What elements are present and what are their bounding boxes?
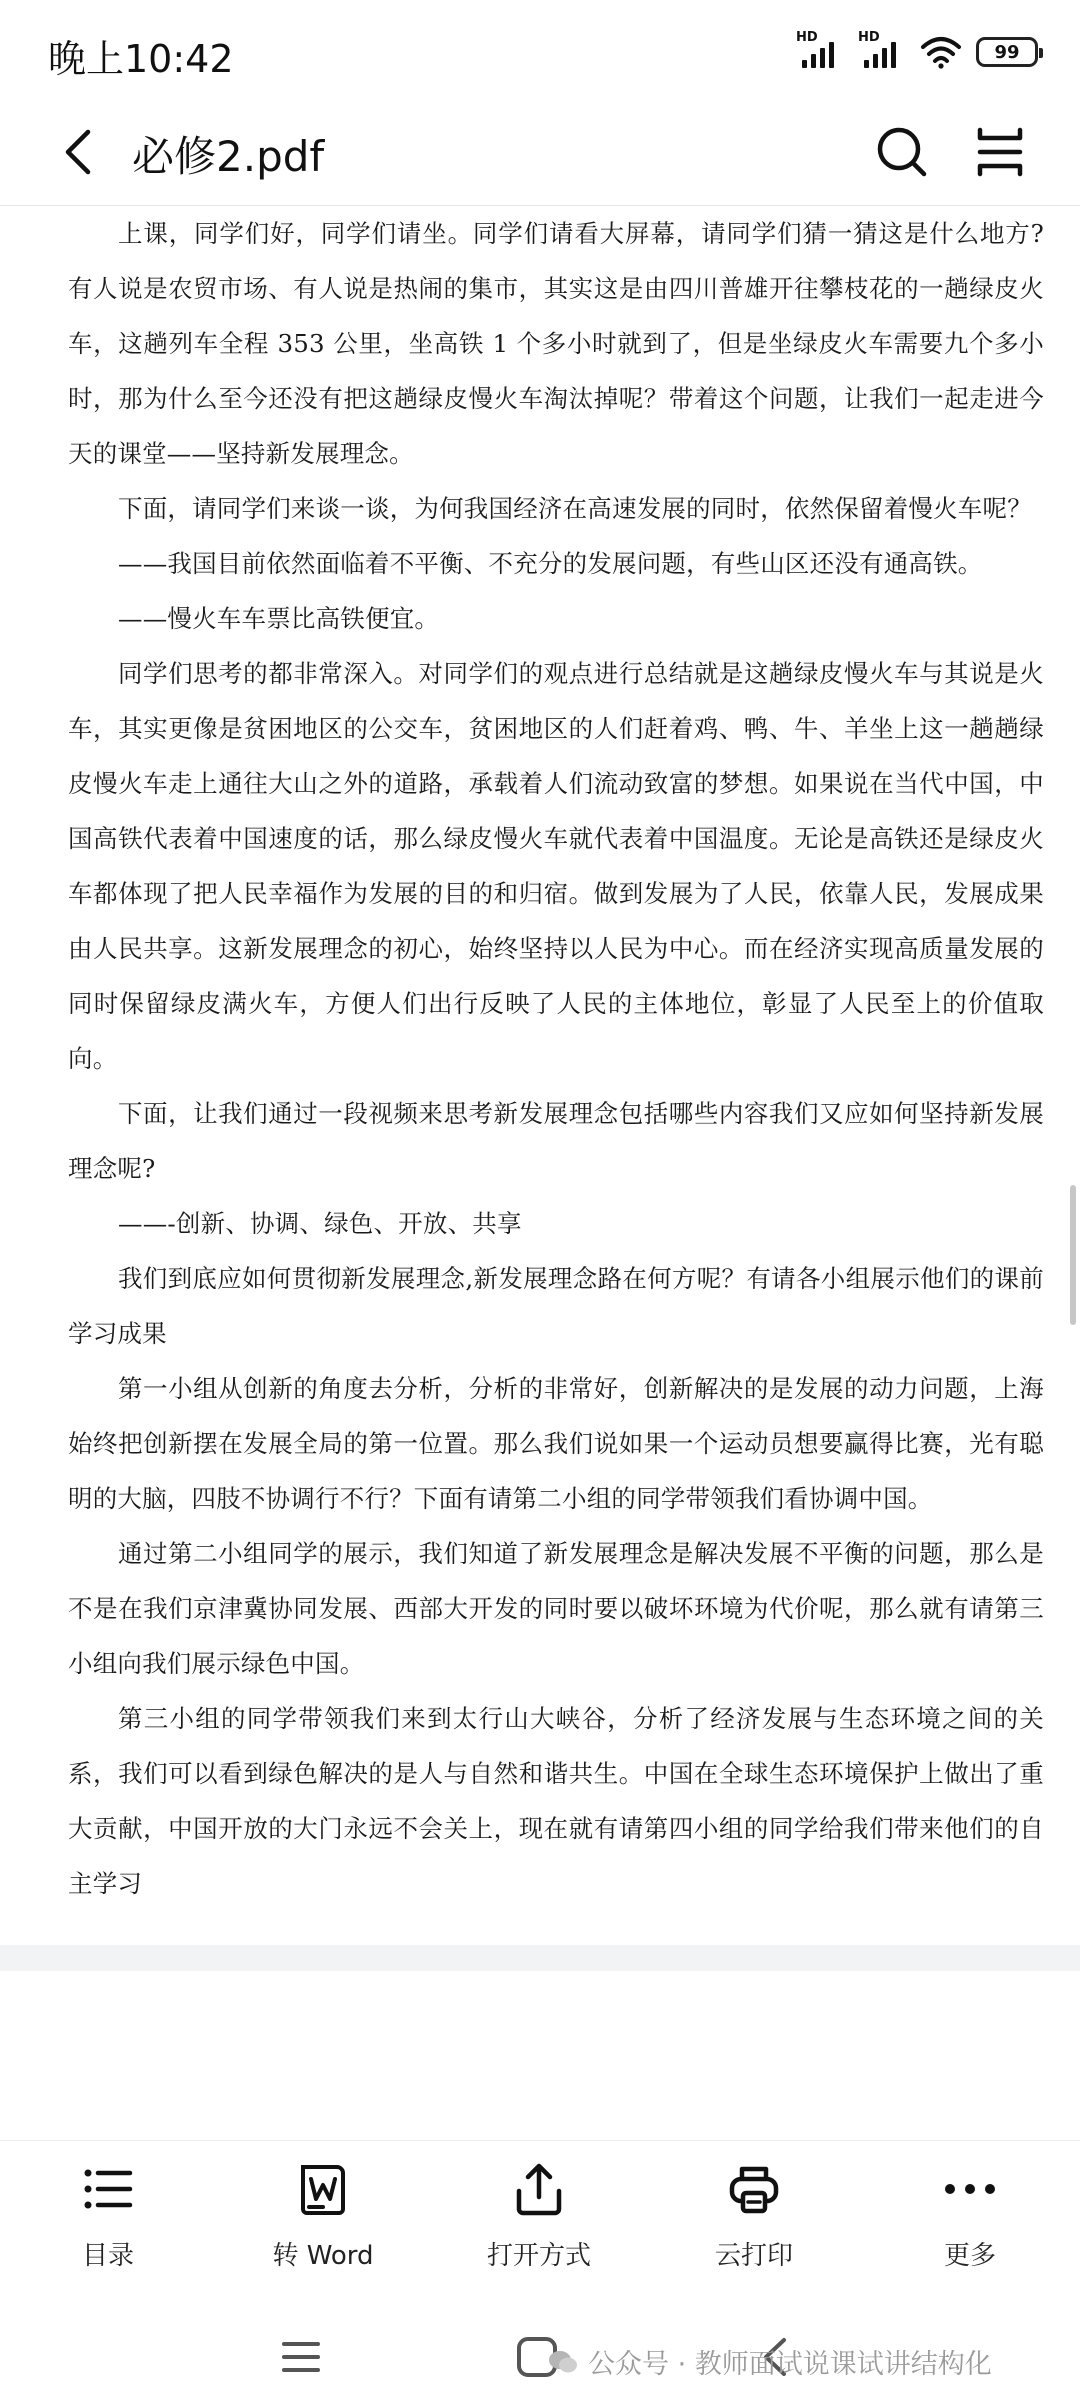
status-time: 晚上10:42 xyxy=(48,37,234,81)
more-icon xyxy=(942,2161,998,2217)
toolbar-label: 打开方式 xyxy=(486,2241,591,2271)
paragraph: 第一小组从创新的角度去分析，分析的非常好，创新解决的是发展的动力问题，上海始终把创新摆在发展全局的第一位置。那么我们说如果一个运动员想要赢得比赛，光有聪明的大脑，四肢不协调行不行？下面有请第二小组的同学带领我们看协调中国。 xyxy=(68,1374,1044,1513)
toolbar-contents-button[interactable] xyxy=(28,2161,188,2301)
scrollbar-thumb[interactable] xyxy=(1070,1185,1076,1325)
toolbar-open-with-button[interactable] xyxy=(459,2161,619,2301)
reading-mode-icon xyxy=(970,122,1030,182)
system-nav-bar xyxy=(0,2310,1080,2401)
paragraph: 第三小组的同学带领我们来到太行山大峡谷，分析了经济发展与生态环境之间的关系，我们可以看到绿色解决的是人与自然和谐共生。中国在全球生态环境保护上做出了重大贡献，中国开放的大门永远不会关上，现在就有请第四小组的同学给我们带来他们的自主学习 xyxy=(68,1704,1044,1898)
toolbar-label: 更多 xyxy=(943,2241,996,2271)
toolbar-to-word-button[interactable] xyxy=(243,2161,403,2301)
watermark-text: 公众号 · 教师面试说课试讲结构化 xyxy=(588,2349,992,2380)
document-body xyxy=(68,206,1044,1911)
word-convert-icon xyxy=(295,2161,351,2217)
paragraph: 下面，让我们通过一段视频来思考新发展理念包括哪些内容我们又应如何坚持新发展理念呢? xyxy=(68,1099,1044,1183)
toolbar-label: 目录 xyxy=(81,2241,134,2271)
page-separator xyxy=(0,1945,1080,1971)
toolbar-more-button[interactable] xyxy=(890,2161,1050,2301)
back-arrow-icon xyxy=(50,122,110,182)
bottom-toolbar xyxy=(0,2140,1080,2311)
toolbar-label: 转 Word xyxy=(272,2241,374,2271)
search-button[interactable] xyxy=(872,122,932,182)
paragraph: ——我国目前依然面临着不平衡、不充分的发展问题，有些山区还没有通高铁。 xyxy=(118,549,983,578)
signal-1-icon: HD xyxy=(796,32,844,72)
paragraph: ——-创新、协调、绿色、开放、共享 xyxy=(118,1209,522,1238)
reading-mode-button[interactable] xyxy=(970,122,1030,182)
back-button[interactable] xyxy=(50,122,110,182)
pdf-page[interactable] xyxy=(0,206,1080,1946)
paragraph: 下面，请同学们来谈一谈，为何我国经济在高速发展的同时，依然保留着慢火车呢？ xyxy=(118,494,1032,523)
paragraph: 我们到底应如何贯彻新发展理念,新发展理念路在何方呢？有请各小组展示他们的课前学习成果 xyxy=(68,1264,1044,1348)
toolbar-label: 云打印 xyxy=(714,2241,793,2271)
paragraph: 上课，同学们好，同学们请坐。同学们请看大屏幕，请同学们猜一猜这是什么地方?有人说是农贸市场、有人说是热闹的集市，其实这是由四川普雄开往攀枝花的一趟绿皮火车，这趟列车全程 353 公里，坐高铁 1 个多小时就到了，但是坐绿皮火车需要九个多小时，那为什么至今还没有把这趟绿皮慢火车淘汰掉呢？带着这个问题，让我们一起走进今天的课堂——坚持新发展理念。 xyxy=(68,219,1044,468)
paragraph: ——慢火车车票比高铁便宜。 xyxy=(118,604,440,633)
printer-icon xyxy=(726,2161,782,2217)
battery-indicator: 99 xyxy=(976,37,1038,67)
document-title: 必修2.pdf xyxy=(132,132,325,181)
watermark xyxy=(548,2342,992,2381)
status-bar xyxy=(0,0,1080,100)
toolbar-cloud-print-button[interactable] xyxy=(674,2161,834,2301)
paragraph: 通过第二小组同学的展示，我们知道了新发展理念是解决发展不平衡的问题，那么是不是在我们京津冀协同发展、西部大开发的同时要以破坏环境为代价呢，那么就有请第三小组向我们展示绿色中国。 xyxy=(68,1539,1044,1678)
pdf-page-next[interactable] xyxy=(0,1971,1080,2141)
wifi-icon xyxy=(920,35,962,69)
menu-icon xyxy=(276,2332,326,2382)
paragraph: 同学们思考的都非常深入。对同学们的观点进行总结就是这趟绿皮慢火车与其说是火车，其实更像是贫困地区的公交车，贫困地区的人们赶着鸡、鸭、牛、羊坐上这一趟趟绿皮慢火车走上通往大山之外的道路，承载着人们流动致富的梦想。如果说在当代中国，中国高铁代表着中国速度的话，那么绿皮慢火车就代表着中国温度。无论是高铁还是绿皮火车都体现了把人民幸福作为发展的目的和归宿。做到发展为了人民，依靠人民，发展成果由人民共享。这新发展理念的初心，始终坚持以人民为中心。而在经济实现高质量发展的同时保留绿皮满火车，方便人们出行反映了人民的主体地位，彰显了人民至上的价值取向。 xyxy=(68,659,1044,1073)
signal-2-icon: HD xyxy=(858,32,906,72)
share-icon xyxy=(511,2161,567,2217)
nav-menu-button[interactable] xyxy=(276,2332,326,2382)
wechat-icon xyxy=(548,2350,578,2374)
list-icon xyxy=(80,2161,136,2217)
app-bar xyxy=(0,100,1080,206)
search-icon xyxy=(872,122,932,182)
status-icons xyxy=(796,32,1038,72)
